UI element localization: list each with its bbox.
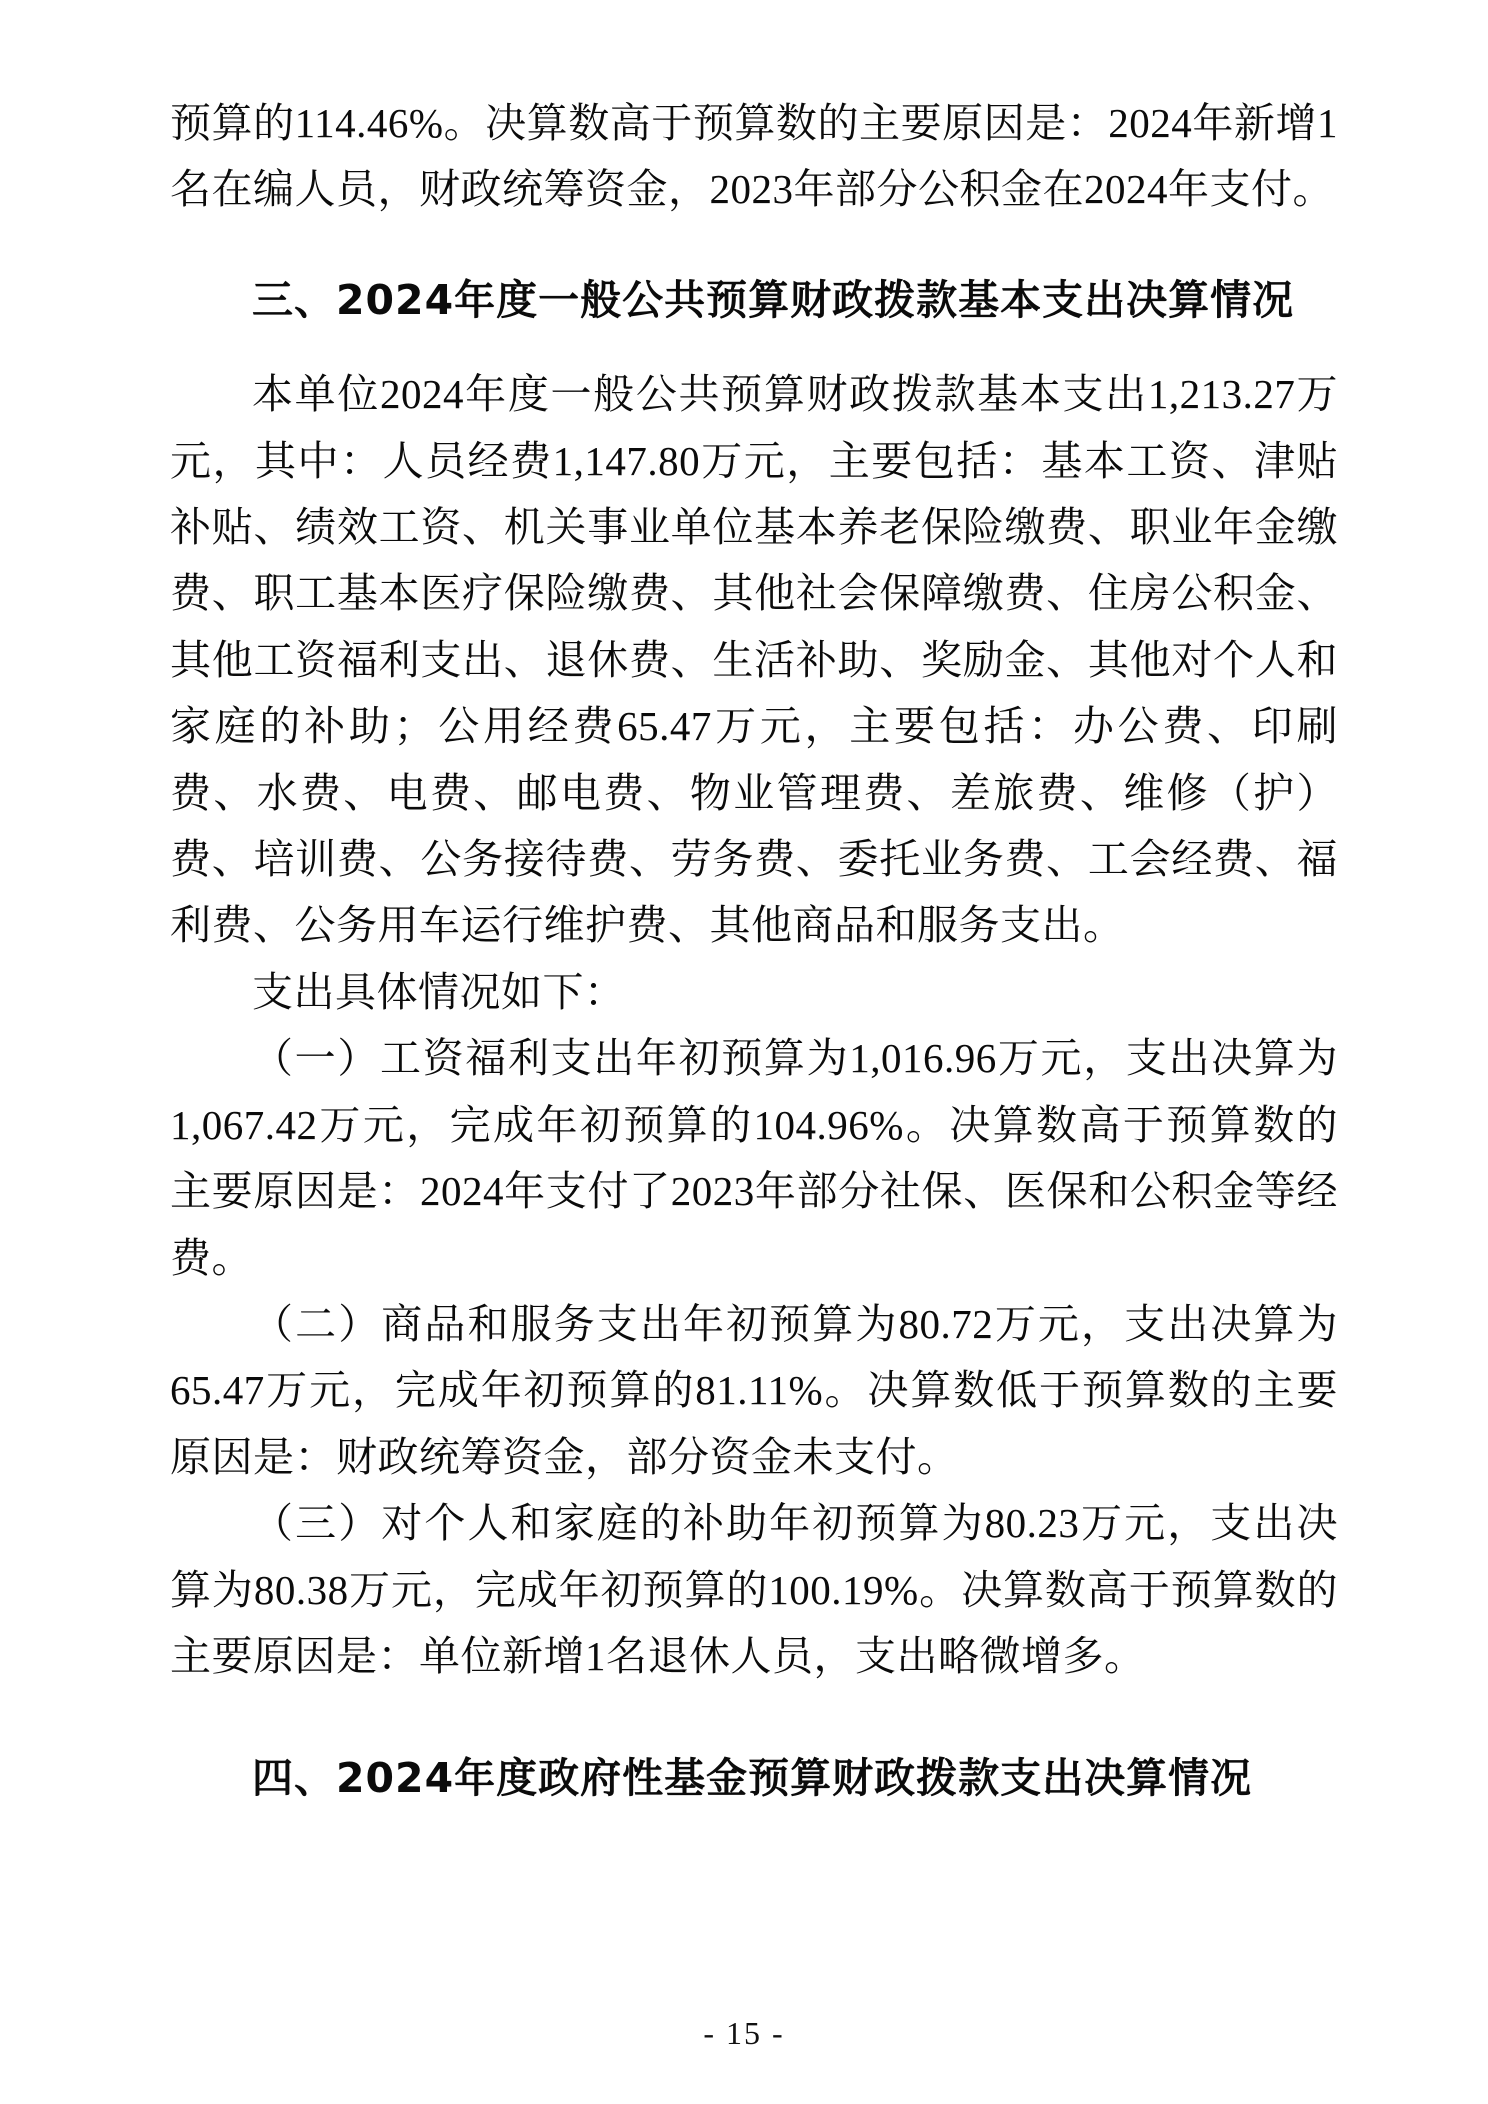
section-heading-four: 四、2024年度政府性基金预算财政拨款支出决算情况 (252, 1754, 1253, 1803)
paragraph-section-three-intro: 本单位2024年度一般公共预算财政拨款基本支出1,213.27万元，其中：人员经费1,147.80万元，主要包括：基本工资、津贴补贴、绩效工资、机关事业单位基本养老保险缴费、职业年金缴费、职工基本医疗保险缴费、其他社会保障缴费、住房公积金、其他工资福利支出、退休费、生活补助、奖励金、其他对个人和家庭的补助；公用经费65.47万元，主要包括：办公费、印刷费、水费、电费、邮电费、物业管理费、差旅费、维修（护）费、培训费、公务接待费、劳务费、委托业务费、工会经费、福利费、公务用车运行维护费、其他商品和服务支出。 (170, 371, 1338, 949)
document-body (170, 90, 1338, 1812)
page-number: - 15 - (703, 2015, 785, 2051)
paragraph-item-two: （二）商品和服务支出年初预算为80.72万元，支出决算为65.47万元，完成年初预算的81.11%。决算数低于预算数的主要原因是：财政统筹资金，部分资金未支付。 (170, 1300, 1338, 1480)
paragraph-item-three: （三）对个人和家庭的补助年初预算为80.23万元，支出决算为80.38万元，完成年初预算的100.19%。决算数高于预算数的主要原因是：单位新增1名退休人员，支出略微增多。 (170, 1500, 1338, 1679)
spacer (170, 223, 1338, 237)
paragraph-expenditure-detail-lead: 支出具体情况如下： (252, 968, 626, 1015)
paragraph-item-one: （一）工资福利支出年初预算为1,016.96万元，支出决算为1,067.42万元，完成年初预算的104.96%。决算数高于预算数的主要原因是：2024年支付了2023年部分社保、医保和公积金等经费。 (170, 1035, 1338, 1281)
paragraph-continued: 预算的114.46%。决算数高于预算数的主要原因是：2024年新增1名在编人员，财政统筹资金，2023年部分公积金在2024年支付。 (170, 100, 1338, 213)
spacer (170, 1689, 1338, 1715)
section-heading-three: 三、2024年度一般公共预算财政拨款基本支出决算情况 (252, 275, 1295, 324)
